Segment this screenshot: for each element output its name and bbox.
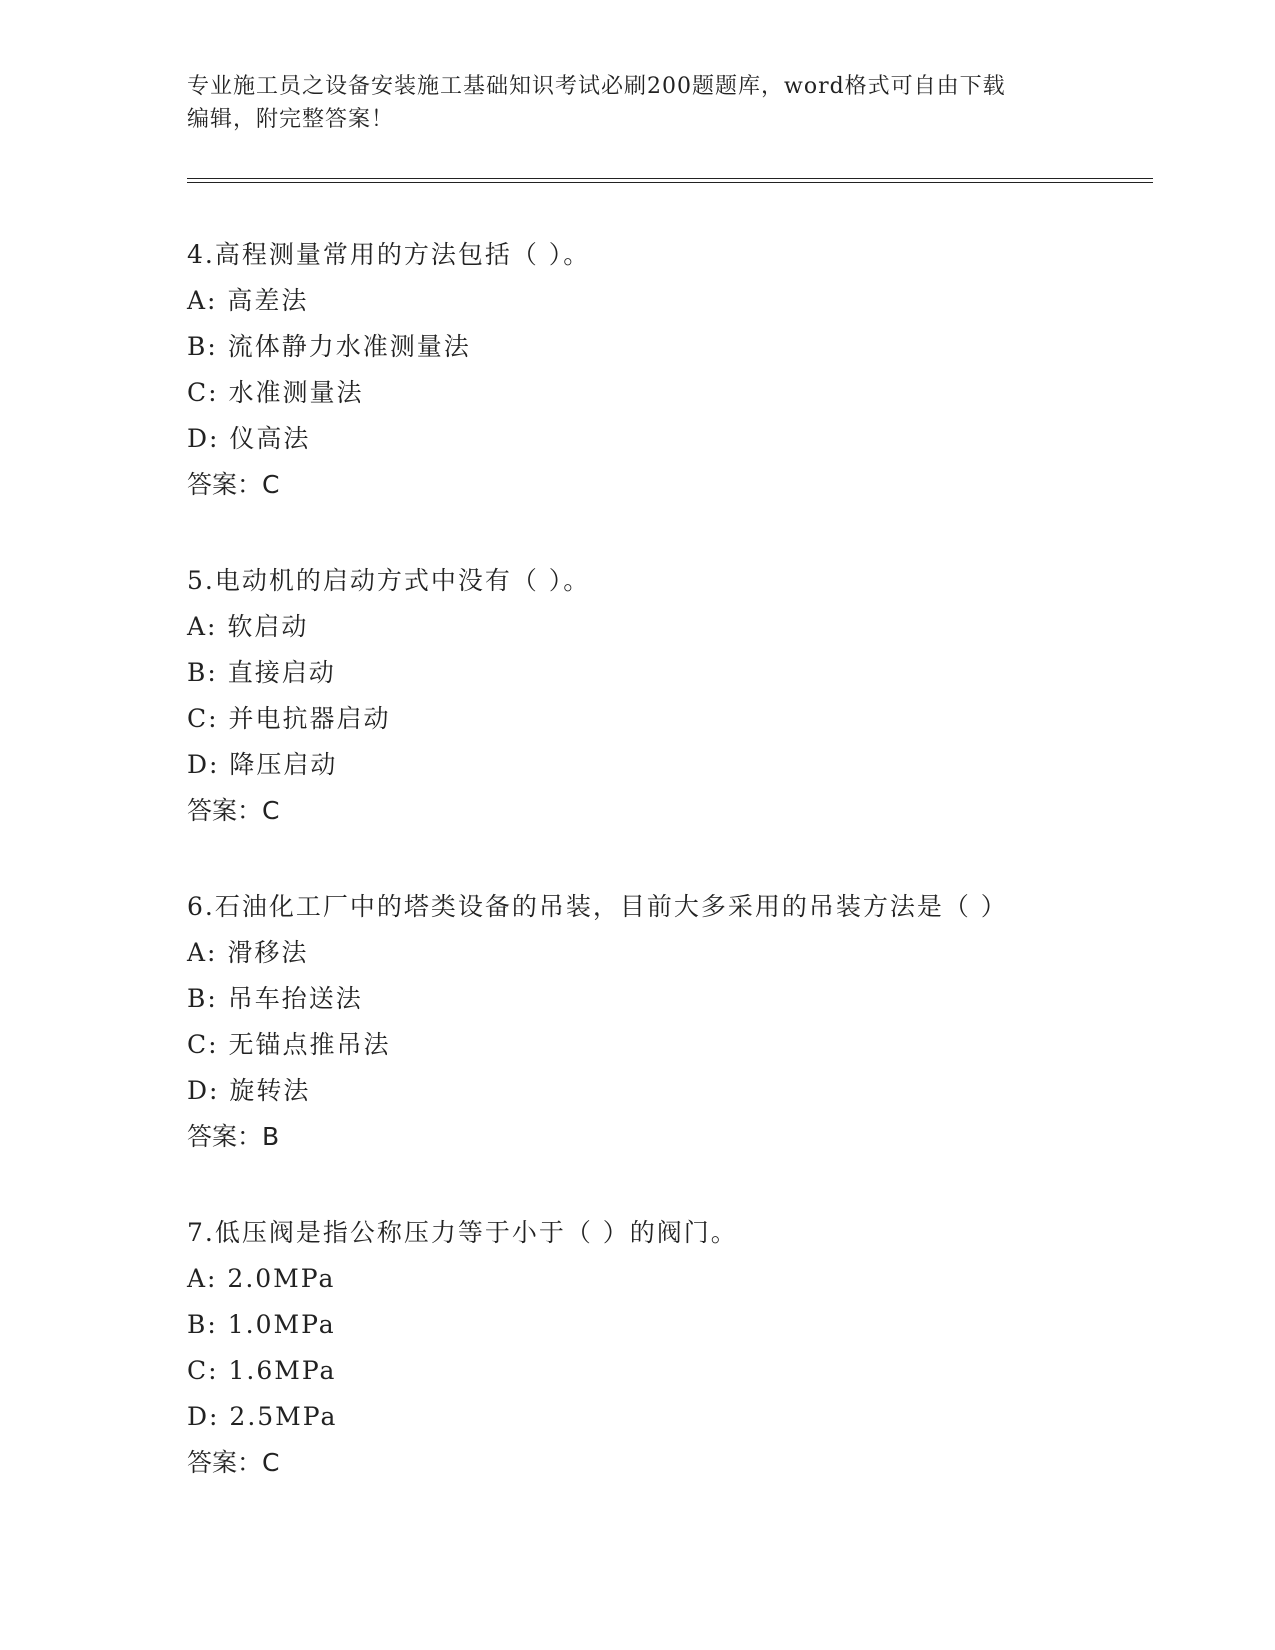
option-d: D: 降压启动: [187, 750, 338, 779]
option-b: B: 吊车抬送法: [187, 984, 363, 1013]
document-header: [187, 70, 1077, 136]
option-a: A: 高差法: [187, 286, 309, 315]
option-b: B: 流体静力水准测量法: [187, 332, 471, 361]
question-stem: 7.低压阀是指公称压力等于小于（ ）的阀门。: [187, 1218, 738, 1247]
header-title-line-2: 编辑，附完整答案！: [187, 107, 395, 132]
option-a: A: 2.0MPa: [187, 1264, 336, 1293]
option-c: C: 1.6MPa: [187, 1356, 337, 1385]
question-4: [187, 232, 1147, 508]
question-7: [187, 1210, 1147, 1486]
option-c: C: 无锚点推吊法: [187, 1030, 391, 1059]
option-d: D: 旋转法: [187, 1076, 311, 1105]
answer-line: 答案：C: [187, 1448, 280, 1477]
option-c: C: 并电抗器启动: [187, 704, 391, 733]
option-a: A: 软启动: [187, 612, 309, 641]
option-d: D: 2.5MPa: [187, 1402, 338, 1431]
option-c: C: 水准测量法: [187, 378, 364, 407]
answer-line: 答案：C: [187, 796, 280, 825]
answer-line: 答案：C: [187, 470, 280, 499]
header-divider: [187, 178, 1153, 183]
question-stem: 6.石油化工厂中的塔类设备的吊装，目前大多采用的吊装方法是（ ）: [187, 892, 1008, 921]
option-b: B: 直接启动: [187, 658, 336, 687]
option-a: A: 滑移法: [187, 938, 309, 967]
answer-line: 答案：B: [187, 1122, 280, 1151]
question-6: [187, 884, 1147, 1160]
question-5: [187, 558, 1147, 834]
option-d: D: 仪高法: [187, 424, 311, 453]
question-stem: 5.电动机的启动方式中没有（ ）。: [187, 566, 591, 595]
question-stem: 4.高程测量常用的方法包括（ ）。: [187, 240, 591, 269]
question-list: [187, 232, 1147, 1536]
option-b: B: 1.0MPa: [187, 1310, 336, 1339]
header-title-line-1: 专业施工员之设备安装施工基础知识考试必刷200题题库，word格式可自由下载: [187, 74, 1006, 99]
